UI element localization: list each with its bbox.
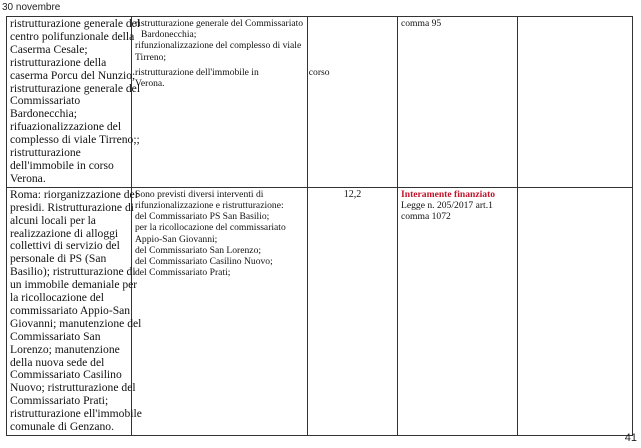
text-line: Appio-San Giovanni; xyxy=(135,233,218,245)
text-line: del Commissariato San Lorenzo; xyxy=(135,244,262,256)
text-line: presidi. Ristrutturazione di xyxy=(10,200,134,214)
text-line: centro polifunzionale della xyxy=(10,29,135,43)
text-line: caserma Porcu del Nunzio; xyxy=(10,68,136,82)
text-line: Giovanni; manutenzione del xyxy=(10,316,142,330)
text-line: ristrutturazione generale del xyxy=(10,81,141,95)
text-line: Commissariato Prati; xyxy=(10,394,109,408)
text-line: del Commissariato Casilino Nuovo; xyxy=(135,256,273,267)
text-line: rifunzionalizzazione e ristrutturazione: xyxy=(135,199,284,211)
text-line: personale di PS (San xyxy=(10,252,107,266)
text-line: Legge n. 205/2017 art.1 xyxy=(401,199,493,211)
text-line: Caserma Cesale; xyxy=(10,42,88,56)
financing-status: Interamente finanziato xyxy=(401,188,496,200)
text-line-pair xyxy=(135,66,330,78)
text-line: comma 95 xyxy=(401,18,442,29)
text-line: rifunzionalizzazione del complesso di viale xyxy=(135,40,302,52)
text-line: alcuni locali per la xyxy=(10,213,96,227)
text-line: ristrutturazione xyxy=(10,146,81,160)
text-line: Verona. xyxy=(10,171,46,185)
notes-cell xyxy=(518,17,633,188)
text-line: Bardonecchia; xyxy=(141,29,197,41)
text-line: comunale di Genzano. xyxy=(10,420,114,434)
text-line: Basilio); ristrutturazione di xyxy=(10,265,136,279)
text-line: Lorenzo; manutenzione xyxy=(10,342,120,356)
text-segment: corso xyxy=(308,66,330,78)
text-line: un immobile demaniale per xyxy=(10,278,138,292)
text-line: ristrutturazione generale del Commissariato xyxy=(135,18,304,29)
text-line: per la ricollocazione del commissariato xyxy=(135,222,286,234)
text-line: ristrutturazione della xyxy=(10,55,107,69)
text-line: comma 1072 xyxy=(401,211,451,223)
page-header-date: 30 novembre xyxy=(2,2,61,13)
text-segment: ristrutturazione dell'immobile in xyxy=(135,66,259,78)
text-line: complesso di viale Tirreno;; xyxy=(10,133,140,147)
text-line: Bardonecchia; xyxy=(10,107,77,121)
table-row xyxy=(7,187,633,435)
financing-cell xyxy=(398,187,518,435)
intervention-detail-cell xyxy=(132,17,330,188)
text-line: dell'immobile in corso xyxy=(10,158,114,172)
text-line: ristrutturazione generale del xyxy=(10,17,141,30)
text-line: ristrutturazione ell'immobile xyxy=(10,407,142,421)
intervention-description-cell xyxy=(7,17,141,188)
notes-cell xyxy=(518,187,633,435)
text-line: del Commissariato Prati; xyxy=(135,267,231,279)
text-line: Roma: riorganizzazione dei xyxy=(10,187,138,201)
text-line: Verona. xyxy=(135,78,165,90)
text-line: la ricollocazione del xyxy=(10,291,104,305)
text-line: collettivi di servizio del xyxy=(10,239,120,253)
text-line: Commissariato San xyxy=(10,329,101,343)
text-line: rifuazionalizzazione del xyxy=(10,120,122,134)
amount-cell xyxy=(308,17,398,188)
intervention-detail-cell xyxy=(132,187,308,435)
text-line: del Commissariato PS San Basilio; xyxy=(135,211,270,223)
financing-cell xyxy=(398,17,518,188)
text-line: della nuova sede del xyxy=(10,355,105,369)
text-line: Nuovo; ristrutturazione del xyxy=(10,381,136,395)
text-line: commissariato Appio-San xyxy=(10,303,131,317)
interventions-table xyxy=(6,16,633,436)
amount-cell: 12,2 xyxy=(308,187,398,435)
text-line: Tirreno; xyxy=(135,51,167,63)
text-line: Commissariato Casilino xyxy=(10,368,122,382)
text-line: Sono previsti diversi interventi di xyxy=(135,188,264,200)
text-line: Commissariato xyxy=(10,94,81,108)
table-row xyxy=(7,17,633,188)
page-number: 41 xyxy=(624,432,637,444)
text-line: realizzazione di alloggi xyxy=(10,226,119,240)
intervention-description-cell xyxy=(7,187,142,435)
